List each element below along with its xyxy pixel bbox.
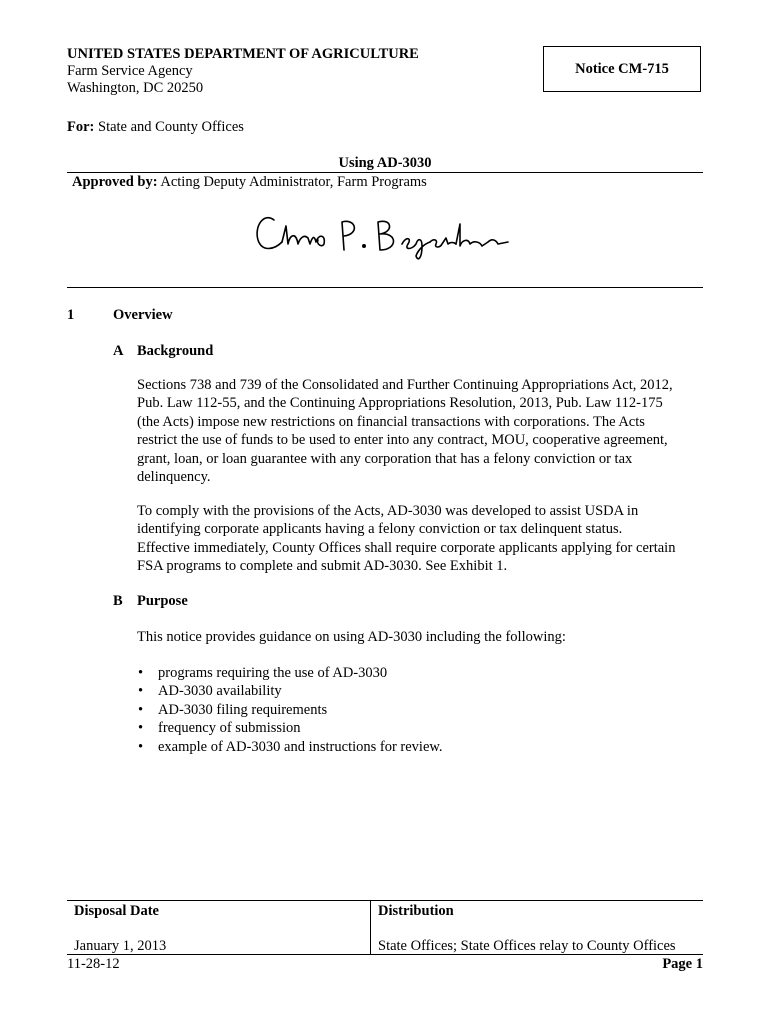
text-line: grant, loan, or loan guarantee with any corporation that has a felony conviction or tax <box>137 450 633 467</box>
disposal-date-value: January 1, 2013 <box>74 938 167 954</box>
list-item: • AD-3030 filing requirements <box>137 701 443 719</box>
background-paragraph-1 <box>137 376 707 486</box>
for-value: State and County Offices <box>98 119 244 135</box>
text-line: To comply with the provisions of the Acts, AD-3030 was developed to assist USDA in <box>137 503 639 519</box>
text-line: restrict the use of funds to be used to enter into any contract, MOU, cooperative agreement, <box>137 432 668 449</box>
subsection-title-b: Purpose <box>137 593 188 609</box>
subsection-heading-b <box>113 593 188 610</box>
text-line: (the Acts) impose new restrictions on financial transactions with corporations. The Acts <box>137 413 645 430</box>
notice-number-box <box>543 46 701 92</box>
sub-agency: Farm Service Agency <box>67 63 193 79</box>
distribution-label: Distribution <box>378 903 454 919</box>
approved-label: Approved by: <box>72 174 158 190</box>
section-title: Overview <box>113 307 173 323</box>
subsection-letter-a: A <box>113 343 124 359</box>
for-line <box>67 119 244 136</box>
header-divider <box>67 287 703 288</box>
subsection-heading-a <box>113 343 213 360</box>
list-item: • AD-3030 availability <box>137 682 443 700</box>
approved-line <box>72 174 427 191</box>
footer-table-top-border <box>67 900 703 901</box>
section-number: 1 <box>67 307 75 323</box>
text-line: Sections 738 and 739 of the Consolidated and Further Continuing Appropriations Act, 2012, <box>137 377 673 393</box>
purpose-intro: This notice provides guidance on using AD-3030 including the following: <box>137 629 566 645</box>
text-line: Effective immediately, County Offices shall require corporate applicants applying for certain <box>137 539 676 556</box>
subsection-title-a: Background <box>137 343 214 359</box>
footer-table-divider <box>370 900 371 954</box>
list-item: • frequency of submission <box>137 719 443 737</box>
signature <box>252 204 512 264</box>
for-label: For: <box>67 119 95 135</box>
background-paragraph-2 <box>137 502 707 576</box>
list-item: • example of AD-3030 and instructions for review. <box>137 738 443 756</box>
distribution-value: State Offices; State Offices relay to County Offices <box>378 938 676 954</box>
page-number: Page 1 <box>662 956 703 972</box>
subsection-letter-b: B <box>113 593 123 609</box>
disposal-date-label: Disposal Date <box>74 903 159 919</box>
text-line: Pub. Law 112-55, and the Continuing Appropriations Resolution, 2013, Pub. Law 112-175 <box>137 395 663 412</box>
title-divider <box>67 172 703 173</box>
purpose-bullet-list <box>137 664 443 756</box>
notice-number: Notice CM-715 <box>575 60 669 77</box>
agency-location: Washington, DC 20250 <box>67 80 204 96</box>
agency-header <box>67 46 419 97</box>
agency-name: UNITED STATES DEPARTMENT OF AGRICULTURE <box>67 46 419 62</box>
list-item: • programs requiring the use of AD-3030 <box>137 664 443 682</box>
text-line: delinquency. <box>137 469 211 486</box>
signature-text: Chris P. Beyerhelm <box>252 204 260 205</box>
approved-value: Acting Deputy Administrator, Farm Programs <box>160 174 427 190</box>
text-line: identifying corporate applicants having a felony conviction or tax delinquent status. <box>137 521 623 538</box>
footer-date: 11-28-12 <box>67 956 120 972</box>
notice-title: Using AD-3030 <box>338 155 432 171</box>
text-line: FSA programs to complete and submit AD-3030. See Exhibit 1. <box>137 558 508 575</box>
footer-rule <box>67 954 703 955</box>
